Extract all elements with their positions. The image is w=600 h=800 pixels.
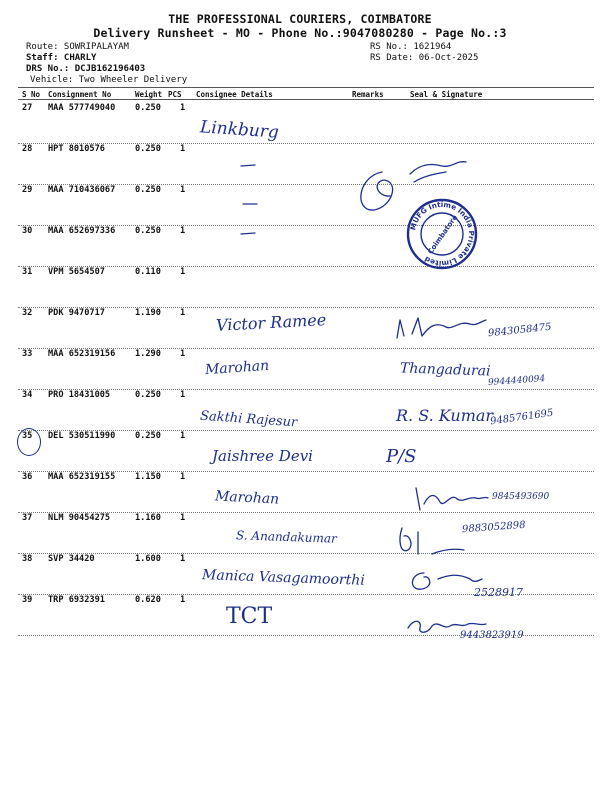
handwritten-phone-33: 9944440094 xyxy=(487,374,546,388)
svg-text:MUFG Intime India Private Limi: MUFG Intime India Private Limited xyxy=(408,199,477,269)
handwritten-consignee-35: Jaishree Devi xyxy=(212,447,313,465)
row-sno: 30 xyxy=(22,226,33,236)
col-consignment: Consignment No xyxy=(48,90,112,99)
handwritten-consignee-36: Marohan xyxy=(214,488,280,508)
handwritten-phone-39: 9443823919 xyxy=(460,630,524,641)
row-sno: 37 xyxy=(22,513,33,523)
handwritten-phone-36: 9845493690 xyxy=(492,492,550,502)
row-sno: 39 xyxy=(22,595,33,605)
row-sno: 34 xyxy=(22,390,33,400)
row-weight: 1.600 xyxy=(135,554,161,564)
row-pcs: 1 xyxy=(180,595,186,605)
drs-number: DRS No.: DCJB162196403 xyxy=(26,64,146,74)
dash-marks-29-31 xyxy=(235,160,275,240)
signature-scribble-32 xyxy=(392,308,492,350)
row-consignment-no: MAA 652697336 xyxy=(48,226,116,236)
row-weight: 0.250 xyxy=(135,390,161,400)
row-weight: 0.110 xyxy=(135,267,161,277)
handwritten-consignee-32: Victor Ramee xyxy=(215,310,327,335)
handwritten-consignee-37: S. Anandakumar xyxy=(235,528,338,546)
handwritten-signature-33: Thangadurai xyxy=(399,360,491,380)
col-consignee: Consignee Details xyxy=(196,90,273,99)
row-pcs: 1 xyxy=(180,472,186,482)
row-weight: 0.250 xyxy=(135,144,161,154)
runsheet-subtitle: Delivery Runsheet - MO - Phone No.:9047080280 - Page No.:3 xyxy=(93,26,507,40)
signature-scribble-38 xyxy=(404,565,484,595)
table-row xyxy=(0,185,600,226)
rs-date: RS Date: 06-Oct-2025 xyxy=(370,53,479,63)
col-weight: Weight xyxy=(135,90,163,99)
signature-scribble-28 xyxy=(352,152,472,222)
row-weight: 0.250 xyxy=(135,431,161,441)
row-weight: 1.190 xyxy=(135,308,161,318)
row-pcs: 1 xyxy=(180,431,186,441)
handwritten-phone-34: 9485761695 xyxy=(489,407,555,428)
row-consignment-no: VPM 5654507 xyxy=(48,267,105,277)
row-pcs: 1 xyxy=(180,308,186,318)
row-consignment-no: SVP 34420 xyxy=(48,554,95,564)
row-sno: 36 xyxy=(22,472,33,482)
row-sno: 35 xyxy=(22,431,33,441)
handwritten-consignee-39: TCT xyxy=(226,604,273,629)
handwritten-consignee-27: Linkburg xyxy=(199,117,280,143)
svg-text:Coimbatore: Coimbatore xyxy=(426,213,460,256)
table-row xyxy=(0,267,600,308)
row-consignment-no: MAA 652319156 xyxy=(48,349,116,359)
row-weight: 0.250 xyxy=(135,185,161,195)
row-pcs: 1 xyxy=(180,226,186,236)
col-sno: S No xyxy=(22,90,41,99)
row-sno: 29 xyxy=(22,185,33,195)
col-pcs: PCS xyxy=(168,90,182,99)
table-row xyxy=(0,390,600,431)
route-label: Route: SOWRIPALAYAM xyxy=(26,42,129,52)
row-weight: 1.150 xyxy=(135,472,161,482)
handwritten-phone-32: 9843058475 xyxy=(487,321,553,340)
row-sno: 27 xyxy=(22,103,33,113)
row-sno: 32 xyxy=(22,308,33,318)
row-pcs: 1 xyxy=(180,185,186,195)
row-sno: 38 xyxy=(22,554,33,564)
row-consignment-no: MAA 710436067 xyxy=(48,185,116,195)
table-row xyxy=(0,144,600,185)
rs-number: RS No.: 1621964 xyxy=(370,42,452,52)
row-sno: 31 xyxy=(22,267,33,277)
row-consignment-no: TRP 6932391 xyxy=(48,595,105,605)
row-pcs: 1 xyxy=(180,267,186,277)
company-title: THE PROFESSIONAL COURIERS, COIMBATORE xyxy=(168,12,432,26)
row-weight: 0.250 xyxy=(135,103,161,113)
handwritten-consignee-33: Marohan xyxy=(204,357,270,379)
header-top-rule xyxy=(18,87,594,88)
handwritten-phone-37: 9883052898 xyxy=(461,519,526,536)
row-pcs: 1 xyxy=(180,554,186,564)
row-consignment-no: DEL 530511990 xyxy=(48,431,116,441)
row-pcs: 1 xyxy=(180,349,186,359)
row-pcs: 1 xyxy=(180,390,186,400)
row-weight: 1.290 xyxy=(135,349,161,359)
row-consignment-no: MAA 652319155 xyxy=(48,472,116,482)
row-weight: 0.250 xyxy=(135,226,161,236)
row-pcs: 1 xyxy=(180,144,186,154)
row-consignment-no: PDK 9470717 xyxy=(48,308,105,318)
row-pcs: 1 xyxy=(180,103,186,113)
row-weight: 1.160 xyxy=(135,513,161,523)
circled-row-mark xyxy=(17,428,41,456)
header-bottom-rule xyxy=(18,99,594,100)
handwritten-signature-34: R. S. Kumar xyxy=(396,406,494,425)
row-consignment-no: NLM 90454275 xyxy=(48,513,111,523)
row-consignment-no: HPT 8010576 xyxy=(48,144,105,154)
row-pcs: 1 xyxy=(180,513,186,523)
handwritten-signature-35: P/S xyxy=(386,446,417,467)
col-remarks: Remarks xyxy=(352,90,384,99)
signature-scribble-36 xyxy=(410,484,490,514)
row-consignment-no: PRO 18431005 xyxy=(48,390,111,400)
row-consignment-no: MAA 577749040 xyxy=(48,103,116,113)
staff-label: Staff: CHARLY xyxy=(26,53,97,63)
row-sno: 28 xyxy=(22,144,33,154)
handwritten-consignee-34: Sakthi Rajesur xyxy=(199,408,298,431)
handwritten-consignee-38: Manica Vasagamoorthi xyxy=(201,567,366,589)
handwritten-phone-38: 2528917 xyxy=(474,586,523,599)
vehicle-label: Vehicle: Two Wheeler Delivery xyxy=(30,75,188,85)
table-row xyxy=(0,103,600,144)
col-seal-signature: Seal & Signature xyxy=(410,90,483,99)
table-row xyxy=(0,226,600,267)
row-sno: 33 xyxy=(22,349,33,359)
row-weight: 0.620 xyxy=(135,595,161,605)
